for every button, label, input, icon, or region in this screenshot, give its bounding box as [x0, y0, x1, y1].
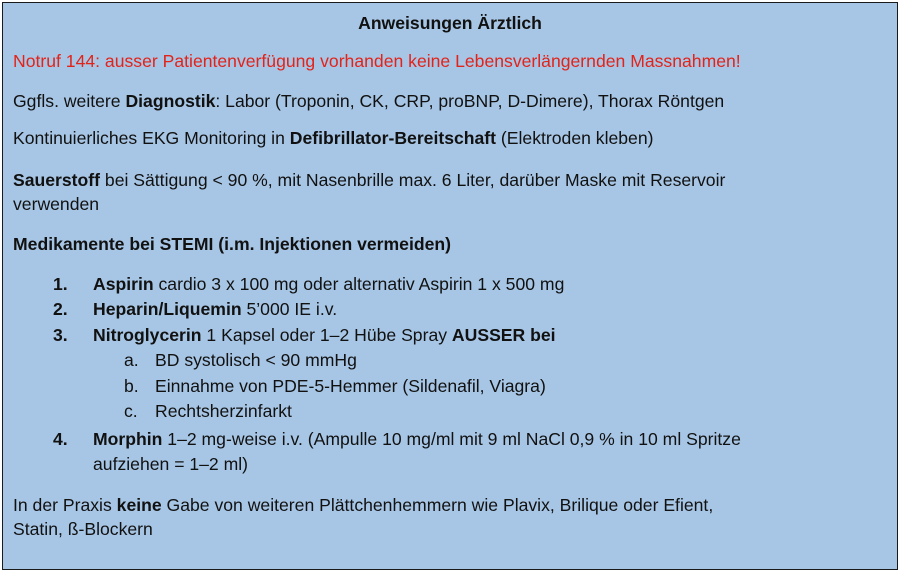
item-exception: AUSSER bei [451, 325, 556, 345]
item-text: cardio 3 x 100 mg oder alternativ Aspirin 1 x 500 mg [153, 274, 565, 294]
subitem-label: a. [124, 350, 139, 370]
instructions-box [2, 2, 898, 570]
item-text: 1 Kapsel oder 1–2 Hübe Spray [201, 325, 452, 345]
subitem-text: Rechtsherzinfarkt [155, 401, 292, 421]
list-item [93, 273, 564, 295]
praxis-post: Gabe von weiteren Plättchenhemmern wie Plavix, Brilique oder Efient, [161, 495, 714, 515]
item-drug: Aspirin [93, 274, 154, 294]
diagnostik-pre: Ggfls. weitere [13, 91, 126, 111]
list-item [93, 324, 556, 346]
item-number: 2. [53, 299, 68, 319]
praxis-pre: In der Praxis [13, 495, 117, 515]
diagnostik-line [13, 90, 724, 112]
subitem-label: b. [124, 376, 139, 396]
ekg-post: (Elektroden kleben) [496, 128, 654, 148]
list-item [93, 298, 337, 320]
medikamente-heading: Medikamente bei STEMI (i.m. Injektionen vermeiden) [13, 234, 451, 254]
subitem-text: BD systolisch < 90 mmHg [155, 350, 357, 370]
sauerstoff-line-2: verwenden [13, 194, 100, 214]
subitem-label: c. [124, 401, 138, 421]
item-drug: Morphin [93, 429, 163, 449]
ekg-bold: Defibrillator-Bereitschaft [289, 128, 497, 148]
ekg-pre: Kontinuierliches EKG Monitoring in [13, 128, 290, 148]
sauerstoff-post: bei Sättigung < 90 %, mit Nasenbrille max. 6 Liter, darüber Maske mit Reservoir [100, 170, 726, 190]
sauerstoff-line-1 [13, 169, 725, 191]
item-drug: Heparin/Liquemin [93, 299, 242, 319]
item-number: 3. [53, 325, 68, 345]
sauerstoff-bold: Sauerstoff [13, 170, 101, 190]
page-title: Anweisungen Ärztlich [358, 13, 542, 33]
praxis-line-2: Statin, ß-Blockern [13, 519, 153, 539]
item-number: 1. [53, 274, 68, 294]
praxis-bold: keine [116, 495, 162, 515]
subitem-text: Einnahme von PDE-5-Hemmer (Sildenafil, Viagra) [155, 376, 546, 396]
diagnostik-bold: Diagnostik [125, 91, 216, 111]
list-item [93, 428, 741, 450]
item-text: 5’000 IE i.v. [241, 299, 338, 319]
item-continuation: aufziehen = 1–2 ml) [93, 454, 249, 474]
ekg-line [13, 127, 653, 149]
diagnostik-post: : Labor (Troponin, CK, CRP, proBNP, D-Dimere), Thorax Röntgen [215, 91, 725, 111]
item-drug: Nitroglycerin [93, 325, 202, 345]
item-number: 4. [53, 429, 68, 449]
item-text: 1–2 mg-weise i.v. (Ampulle 10 mg/ml mit 9 ml NaCl 0,9 % in 10 ml Spritze [162, 429, 741, 449]
praxis-line-1 [13, 494, 713, 516]
notruf-warning: Notruf 144: ausser Patientenverfügung vorhanden keine Lebensverlängernden Massnahmen! [13, 51, 741, 71]
